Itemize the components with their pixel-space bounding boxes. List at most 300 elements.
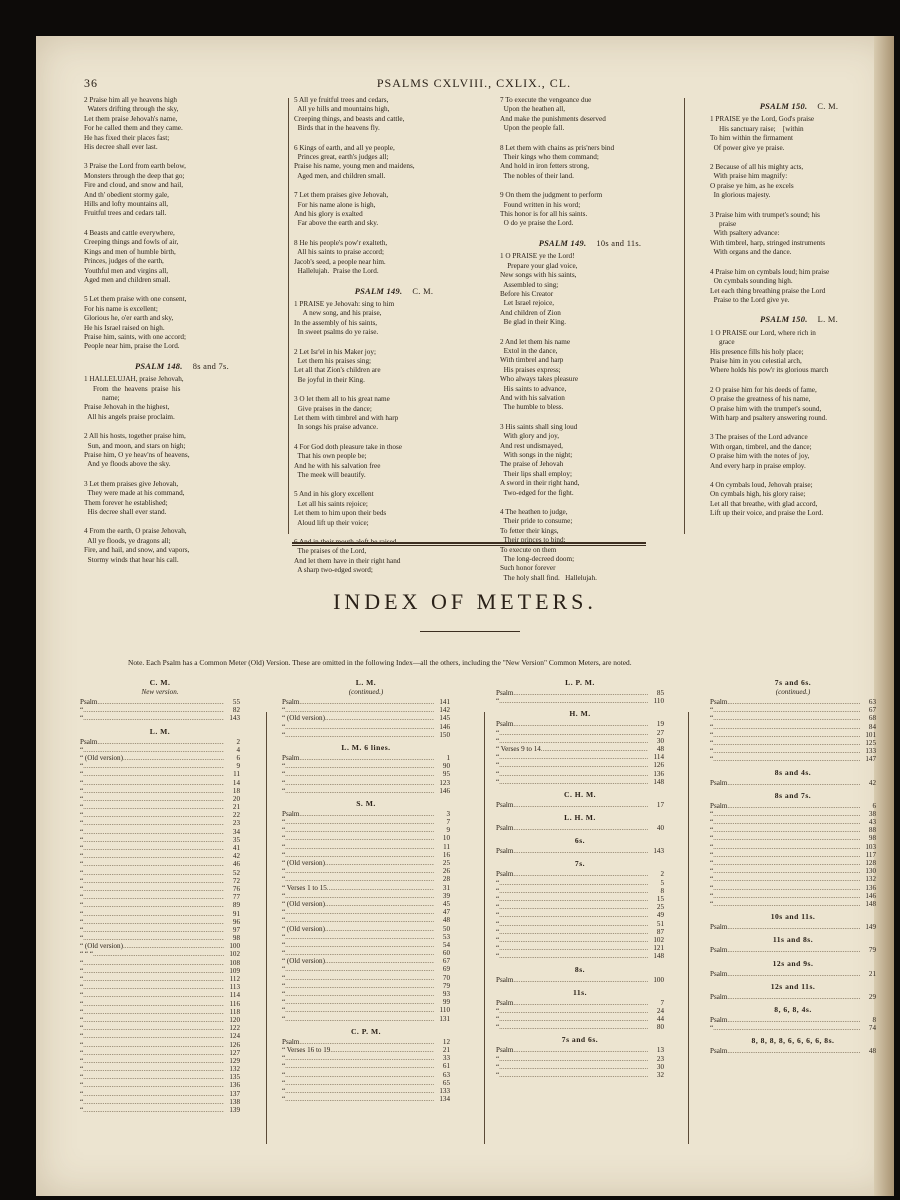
meter-group-heading: 8, 8, 8, 8, 6, 6, 6, 6, 8s. bbox=[751, 1036, 835, 1046]
index-entry-label: “ bbox=[496, 1071, 500, 1079]
index-entry bbox=[710, 859, 876, 867]
index-entry bbox=[710, 946, 876, 954]
index-entry-label: “ bbox=[80, 844, 84, 852]
index-entry-label: “ bbox=[80, 1073, 84, 1082]
index-entry bbox=[80, 844, 240, 852]
index-entry bbox=[496, 936, 664, 944]
leader-dots bbox=[285, 706, 434, 714]
index-entry-psalm-number: 95 bbox=[442, 770, 450, 779]
leader-dots bbox=[713, 723, 860, 731]
leader-dots bbox=[330, 1046, 434, 1054]
index-entry-psalm-number: 15 bbox=[656, 895, 664, 903]
index-entry-label: “ bbox=[282, 850, 286, 859]
leader-dots bbox=[285, 974, 434, 982]
index-entry-psalm-number: 50 bbox=[442, 924, 450, 933]
column-divider bbox=[684, 98, 685, 534]
index-entry bbox=[282, 714, 450, 722]
leader-dots bbox=[83, 1032, 224, 1040]
psalm-verse: 4 From the earth, O praise Jehovah, All ye floods, ye dragons all; Fire, and hail, and snow, and vapors, Stormy winds that hear his call. bbox=[84, 527, 190, 564]
index-entry-label: “ bbox=[496, 1015, 500, 1024]
index-entry-label: “ bbox=[80, 983, 84, 992]
leader-dots bbox=[513, 720, 648, 728]
psalm-verse: 5 All ye fruitful trees and cedars, All ye hills and mountains high, Creeping things, and beasts and cattle, Birds that in the heavens fly. bbox=[294, 96, 405, 133]
leader-dots bbox=[83, 1041, 224, 1049]
index-entry-label: “ bbox=[80, 999, 84, 1008]
index-entry bbox=[710, 1047, 876, 1055]
psalm-verse: 7 Let them praises give Jehovah, For his name alone is high, And his glory is exalted Far above the earth and sky. bbox=[294, 191, 389, 228]
leader-dots bbox=[285, 933, 434, 941]
index-entry-psalm-number: 143 bbox=[653, 847, 664, 856]
index-entry-psalm-number: 30 bbox=[656, 736, 664, 745]
index-entry bbox=[710, 884, 876, 892]
index-note: Note. Each Psalm has a Common Meter (Old) Version. These are omitted in the following Index—all the others, including the "New Version" Common Meters, are noted. bbox=[128, 658, 632, 667]
leader-dots bbox=[285, 834, 434, 842]
index-entry-psalm-number: 123 bbox=[439, 778, 450, 787]
psalm-heading-meter: L. M. bbox=[817, 315, 839, 325]
index-entry-label: Psalm bbox=[496, 824, 514, 833]
index-entry-label: “ bbox=[80, 1081, 84, 1090]
index-entry bbox=[496, 879, 664, 887]
meter-group-heading: C. M. bbox=[149, 678, 171, 687]
index-entry bbox=[282, 949, 450, 957]
index-entry-label: “ bbox=[710, 842, 714, 851]
index-entry-label: “ bbox=[710, 875, 714, 884]
index-entry-psalm-number: 136 bbox=[229, 1081, 240, 1090]
index-entry bbox=[282, 770, 450, 778]
index-entry-label: “ bbox=[710, 747, 714, 756]
index-entry-psalm-number: 41 bbox=[232, 844, 240, 852]
leader-dots bbox=[285, 982, 434, 990]
index-entry-label: “ bbox=[80, 917, 84, 926]
index-entry bbox=[80, 746, 240, 754]
index-entry-label: “ bbox=[282, 1070, 286, 1079]
meter-group-heading: 8, 6, 8, 4s. bbox=[774, 1004, 812, 1014]
leader-dots bbox=[513, 999, 648, 1007]
index-entry-label: “ bbox=[496, 895, 500, 903]
index-entry-label: “ bbox=[80, 827, 84, 836]
index-entry-psalm-number: 100 bbox=[229, 942, 240, 951]
index-entry bbox=[80, 754, 240, 762]
index-entry-psalm-number: 147 bbox=[865, 755, 876, 764]
index-entry-label: “ bbox=[80, 934, 84, 943]
index-entry bbox=[282, 998, 450, 1006]
index-entry-label: “ bbox=[496, 1006, 500, 1015]
index-entry-psalm-number: 31 bbox=[442, 883, 450, 892]
psalm-column-2 bbox=[294, 96, 494, 586]
index-entry-label: “ bbox=[282, 981, 286, 990]
index-entry-psalm-number: 133 bbox=[439, 1086, 450, 1095]
index-entry-label: “ bbox=[496, 753, 500, 762]
index-entry-psalm-number: 60 bbox=[442, 949, 450, 958]
index-entry-label: Psalm bbox=[282, 698, 300, 706]
leader-dots bbox=[285, 867, 434, 875]
index-entry bbox=[80, 885, 240, 893]
index-entry bbox=[282, 731, 450, 739]
leader-dots bbox=[83, 762, 224, 770]
leader-dots bbox=[327, 884, 434, 892]
index-entry bbox=[80, 918, 240, 926]
leader-dots bbox=[93, 950, 224, 958]
index-entry-psalm-number: 98 bbox=[232, 934, 240, 943]
index-entry-label: “ (Old version) bbox=[282, 859, 325, 867]
index-entry-psalm-number: 42 bbox=[868, 778, 876, 787]
leader-dots bbox=[83, 1057, 224, 1065]
index-entry-psalm-number: 132 bbox=[865, 875, 876, 884]
leader-dots bbox=[513, 870, 648, 878]
index-entry-label: “ bbox=[496, 903, 500, 912]
index-entry-psalm-number: 19 bbox=[656, 720, 664, 729]
index-entry bbox=[80, 738, 240, 746]
index-entry bbox=[496, 824, 664, 832]
index-entry-psalm-number: 44 bbox=[656, 1015, 664, 1024]
index-entry-psalm-number: 49 bbox=[656, 911, 664, 920]
leader-dots bbox=[727, 802, 860, 810]
index-entry-psalm-number: 93 bbox=[442, 990, 450, 998]
leader-dots bbox=[713, 706, 860, 714]
index-entry bbox=[496, 729, 664, 737]
index-entry-label: “ bbox=[282, 834, 286, 843]
leader-dots bbox=[499, 1023, 648, 1031]
psalm-verse: 1 HALLELUJAH, praise Jehovah, From the heavens praise his name; Praise Jehovah in the highest, All his angels praise proclaim. bbox=[84, 375, 184, 421]
index-entry-psalm-number: 17 bbox=[656, 800, 664, 809]
index-entry-psalm-number: 141 bbox=[439, 698, 450, 706]
leader-dots bbox=[83, 1098, 224, 1106]
index-entry-label: “ bbox=[282, 1006, 286, 1015]
index-entry bbox=[496, 720, 664, 728]
psalm-verse: 3 O let them all to his great name Give praises in the dance; Let them with timbrel and with harp In songs his praise advance. bbox=[294, 395, 399, 432]
index-entry-psalm-number: 82 bbox=[232, 706, 240, 715]
index-entry bbox=[80, 770, 240, 778]
leader-dots bbox=[83, 1000, 224, 1008]
index-entry-label: “ bbox=[496, 886, 500, 895]
index-entry-label: Psalm bbox=[710, 1015, 728, 1024]
index-entry-label: “ bbox=[496, 777, 500, 786]
psalm-heading-meter: C. M. bbox=[412, 286, 434, 296]
index-entry-label: “ bbox=[80, 958, 84, 967]
index-entry bbox=[282, 1038, 450, 1046]
leader-dots bbox=[513, 847, 648, 855]
leader-dots bbox=[83, 893, 224, 901]
index-entry bbox=[80, 1090, 240, 1098]
index-entry-psalm-number: 125 bbox=[865, 738, 876, 747]
column-divider bbox=[688, 712, 689, 1144]
leader-dots bbox=[727, 923, 860, 931]
index-entry-psalm-number: 132 bbox=[229, 1065, 240, 1074]
index-entry-psalm-number: 26 bbox=[442, 867, 450, 876]
index-entry-label: Psalm bbox=[710, 992, 728, 1001]
index-entry bbox=[496, 737, 664, 745]
leader-dots bbox=[513, 689, 648, 697]
index-entry bbox=[80, 934, 240, 942]
index-entry-label: “ bbox=[80, 819, 84, 828]
index-entry-psalm-number: 53 bbox=[442, 932, 450, 941]
index-entry bbox=[282, 965, 450, 973]
index-entry bbox=[282, 851, 450, 859]
index-entry-label: Psalm bbox=[710, 946, 728, 955]
index-entry-label: “ bbox=[80, 1032, 84, 1041]
index-entry-label: “ (Old version) bbox=[282, 957, 325, 966]
index-entry-label: “ bbox=[80, 1007, 84, 1016]
index-entry-psalm-number: 102 bbox=[653, 935, 664, 944]
psalm-verse: 2 And let them his name Extol in the dance, With timbrel and harp His praises express; Who always takes pleasure His saints to advance, And with his salvation The humble to bless. bbox=[500, 337, 579, 412]
index-entry-psalm-number: 21 bbox=[868, 969, 876, 978]
index-entry bbox=[710, 779, 876, 787]
psalm-verse: 2 All his hosts, together praise him, Sun, and moon, and stars on high; Praise him, O ye heav'ns of heavens, And ye floods above the sky. bbox=[84, 432, 190, 469]
leader-dots bbox=[83, 1106, 224, 1114]
index-entry-psalm-number: 77 bbox=[232, 893, 240, 902]
index-entry-label: “ bbox=[282, 842, 286, 851]
leader-dots bbox=[499, 1071, 648, 1079]
leader-dots bbox=[285, 851, 434, 859]
index-entry bbox=[80, 942, 240, 950]
index-entry-label: Psalm bbox=[80, 737, 98, 746]
index-entry bbox=[80, 1057, 240, 1065]
meter-group-heading: S. M. bbox=[356, 798, 376, 808]
index-entry-label: “ bbox=[496, 911, 500, 920]
leader-dots bbox=[123, 754, 224, 762]
index-entry-psalm-number: 29 bbox=[868, 992, 876, 1001]
index-entry bbox=[282, 706, 450, 714]
index-entry-label: “ bbox=[710, 730, 714, 739]
leader-dots bbox=[83, 901, 224, 909]
index-entry bbox=[80, 803, 240, 811]
psalm-verse: 4 Praise him on cymbals loud; him praise On cymbals sounding high. Let each thing breathing praise the Lord Praise to the Lord give ye. bbox=[710, 267, 830, 304]
index-entry-label: Psalm bbox=[282, 753, 300, 762]
psalm-verse: 3 Praise him with trumpet's sound; his praise With psaltery advance: With timbrel, harp, stringed instruments With organs and the dance. bbox=[710, 210, 826, 257]
leader-dots bbox=[83, 819, 224, 827]
leader-dots bbox=[83, 770, 224, 778]
leader-dots bbox=[285, 1079, 434, 1087]
index-entry bbox=[80, 706, 240, 714]
index-entry-label: “ bbox=[710, 834, 714, 843]
index-entry bbox=[496, 999, 664, 1007]
index-entry-label: “ bbox=[80, 1024, 84, 1033]
index-entry-label: “ bbox=[282, 1086, 286, 1095]
leader-dots bbox=[285, 892, 434, 900]
index-entry bbox=[80, 991, 240, 999]
index-entry-psalm-number: 146 bbox=[439, 722, 450, 731]
index-entry-label: “ bbox=[80, 762, 84, 771]
index-entry-psalm-number: 9 bbox=[446, 826, 450, 835]
index-entry-label: “ bbox=[710, 859, 714, 867]
index-entry bbox=[710, 900, 876, 908]
index-entry bbox=[496, 1063, 664, 1071]
leader-dots bbox=[499, 936, 648, 944]
leader-dots bbox=[499, 697, 648, 705]
meter-group-heading: 10s and 11s. bbox=[770, 912, 816, 922]
page-title: PSALMS CXLVIII., CXLIX., CL. bbox=[376, 76, 572, 90]
leader-dots bbox=[83, 1090, 224, 1098]
index-entry bbox=[282, 1054, 450, 1062]
index-entry-psalm-number: 134 bbox=[439, 1095, 450, 1104]
index-entry-psalm-number: 5 bbox=[660, 878, 664, 887]
index-entry-psalm-number: 42 bbox=[232, 852, 240, 861]
index-entry-psalm-number: 35 bbox=[232, 835, 240, 844]
meter-group-heading: C. H. M. bbox=[563, 789, 597, 799]
index-entry-psalm-number: 135 bbox=[229, 1073, 240, 1082]
index-entry-label: “ bbox=[496, 1023, 500, 1032]
index-entry-label: “ bbox=[496, 1054, 500, 1063]
index-entry-label: Psalm bbox=[710, 923, 728, 932]
meter-group-heading: 6s. bbox=[574, 836, 586, 846]
index-entry-label: “ (Old version) bbox=[282, 714, 325, 723]
psalm-verse: 3 The praises of the Lord advance With organ, timbrel, and the dance; O praise him with the notes of joy, And every harp in praise employ. bbox=[710, 433, 812, 470]
index-entry bbox=[282, 875, 450, 883]
index-entry bbox=[282, 867, 450, 875]
leader-dots bbox=[499, 911, 648, 919]
index-entry-psalm-number: 150 bbox=[439, 730, 450, 739]
index-entry-psalm-number: 46 bbox=[232, 860, 240, 869]
index-entry bbox=[282, 925, 450, 933]
index-entry-psalm-number: 85 bbox=[656, 689, 664, 697]
index-entry-psalm-number: 12 bbox=[442, 1037, 450, 1046]
leader-dots bbox=[83, 885, 224, 893]
index-entry bbox=[80, 893, 240, 901]
index-entry-label: “ bbox=[80, 745, 84, 754]
index-entry-psalm-number: 103 bbox=[865, 842, 876, 851]
index-entry-label: Psalm bbox=[710, 1047, 728, 1056]
index-entry bbox=[80, 1106, 240, 1114]
leader-dots bbox=[123, 942, 224, 950]
index-entry bbox=[80, 762, 240, 770]
psalm-verse: 4 On cymbals loud, Jehovah praise; On cymbals high, his glory raise; Let all that breathe, with glad accord, Lift up their voice, and praise the Lord. bbox=[710, 481, 824, 518]
index-entry-psalm-number: 22 bbox=[232, 811, 240, 820]
meter-group-subheading: (continued.) bbox=[348, 688, 384, 696]
index-entry bbox=[496, 870, 664, 878]
leader-dots bbox=[83, 811, 224, 819]
leader-dots bbox=[83, 1081, 224, 1089]
index-entry-label: “ bbox=[80, 1056, 84, 1065]
index-entry bbox=[710, 706, 876, 714]
index-entry-label: “ bbox=[710, 826, 714, 835]
leader-dots bbox=[285, 998, 434, 1006]
leader-dots bbox=[499, 879, 648, 887]
psalm-verse: 5 Let them praise with one consent, For his name is excellent; Glorious he, o'er earth and sky, He his Israel raised on high. Praise him, saints, with one accord; People near him, praise the Lord. bbox=[84, 295, 187, 351]
index-entry-label: “ bbox=[496, 944, 500, 953]
index-column-2 bbox=[282, 674, 450, 1103]
index-entry bbox=[282, 754, 450, 762]
leader-dots bbox=[83, 714, 224, 722]
leader-dots bbox=[325, 859, 434, 867]
leader-dots bbox=[83, 852, 224, 860]
meter-group-heading: L. H. M. bbox=[564, 813, 596, 823]
index-entry-label: “ bbox=[80, 1106, 84, 1114]
index-entry-label: “ (Old version) bbox=[282, 899, 325, 908]
leader-dots bbox=[285, 1054, 434, 1062]
index-entry-psalm-number: 69 bbox=[442, 965, 450, 974]
leader-dots bbox=[97, 698, 224, 706]
index-entry-label: “ bbox=[496, 728, 500, 737]
index-entry-label: “ bbox=[80, 884, 84, 893]
index-entry-label: “ bbox=[80, 714, 84, 723]
leader-dots bbox=[285, 941, 434, 949]
index-entry bbox=[496, 920, 664, 928]
leader-dots bbox=[499, 952, 648, 960]
index-entry-label: “ bbox=[496, 769, 500, 778]
leader-dots bbox=[499, 903, 648, 911]
index-entry-label: “ (Old version) bbox=[80, 753, 123, 762]
leader-dots bbox=[285, 1006, 434, 1014]
psalm-heading bbox=[710, 102, 888, 111]
index-entry bbox=[80, 975, 240, 983]
index-entry-label: “ bbox=[496, 1062, 500, 1071]
leader-dots bbox=[499, 1063, 648, 1071]
leader-dots bbox=[513, 1046, 648, 1054]
index-entry-psalm-number: 54 bbox=[442, 940, 450, 949]
index-entry-label: “ bbox=[282, 965, 286, 974]
index-entry-label: “ bbox=[80, 1097, 84, 1106]
leader-dots bbox=[285, 1071, 434, 1079]
index-entry bbox=[710, 818, 876, 826]
leader-dots bbox=[285, 787, 434, 795]
index-entry bbox=[282, 779, 450, 787]
index-entry-label: “ bbox=[80, 786, 84, 795]
index-entry-psalm-number: 51 bbox=[656, 919, 664, 928]
leader-dots bbox=[713, 755, 860, 763]
psalm-verse: 5 And in his glory excellent Let all his saints rejoice; Let them to him upon their beds Aloud lift up their voice; bbox=[294, 490, 387, 527]
index-entry bbox=[710, 970, 876, 978]
index-entry-psalm-number: 67 bbox=[442, 957, 450, 966]
leader-dots bbox=[83, 1016, 224, 1024]
index-entry-label: “ bbox=[80, 706, 84, 715]
meter-group-heading: 8s. bbox=[574, 964, 586, 974]
index-entry-psalm-number: 63 bbox=[868, 698, 876, 706]
leader-dots bbox=[285, 908, 434, 916]
leader-dots bbox=[83, 926, 224, 934]
index-entry bbox=[496, 745, 664, 753]
index-entry bbox=[710, 1016, 876, 1024]
psalm-verse: 3 Praise the Lord from earth below, Monsters through the deep that go; Fire and cloud, and snow and hail, And th' obedient stormy gale, Hills and lofty mountains all, Fruitful trees and cedars tall. bbox=[84, 162, 186, 218]
index-entry-label: “ bbox=[282, 730, 286, 739]
index-entry-psalm-number: 130 bbox=[865, 867, 876, 876]
leader-dots bbox=[83, 975, 224, 983]
index-entry-psalm-number: 90 bbox=[442, 762, 450, 771]
index-entry bbox=[710, 834, 876, 842]
leader-dots bbox=[727, 1016, 860, 1024]
index-entry-label: “ bbox=[710, 867, 714, 876]
index-entry-label: “ bbox=[496, 761, 500, 770]
leader-dots bbox=[83, 844, 224, 852]
index-entry bbox=[496, 944, 664, 952]
leader-dots bbox=[499, 1055, 648, 1063]
index-entry-psalm-number: 23 bbox=[232, 819, 240, 828]
index-entry-psalm-number: 118 bbox=[229, 1007, 240, 1016]
index-entry bbox=[80, 787, 240, 795]
index-entry-psalm-number: 52 bbox=[232, 868, 240, 877]
index-entry-label: Psalm bbox=[282, 1037, 300, 1046]
index-entry bbox=[496, 1071, 664, 1079]
index-entry-psalm-number: 45 bbox=[442, 899, 450, 908]
index-entry bbox=[80, 698, 240, 706]
column-divider bbox=[288, 98, 289, 534]
psalm-heading-title: PSALM 150. bbox=[759, 315, 808, 325]
index-entry bbox=[496, 697, 664, 705]
index-entry-label: “ bbox=[496, 878, 500, 887]
index-entry-label: “ bbox=[80, 901, 84, 910]
leader-dots bbox=[727, 698, 860, 706]
index-entry-label: Psalm bbox=[496, 975, 514, 984]
index-entry-psalm-number: 148 bbox=[653, 777, 664, 786]
index-entry-label: “ bbox=[80, 868, 84, 877]
index-entry-label: “ bbox=[282, 916, 286, 925]
index-entry bbox=[496, 778, 664, 786]
index-entry-psalm-number: 25 bbox=[656, 903, 664, 912]
psalm-verse: 6 Kings of earth, and all ye people, Princes great, earth's judges all; Praise his name, young men and maidens, Aged men, and children small. bbox=[294, 143, 415, 180]
index-entry bbox=[282, 762, 450, 770]
index-entry-psalm-number: 65 bbox=[442, 1078, 450, 1087]
index-entry bbox=[80, 811, 240, 819]
index-entry-label: “ bbox=[282, 940, 286, 949]
